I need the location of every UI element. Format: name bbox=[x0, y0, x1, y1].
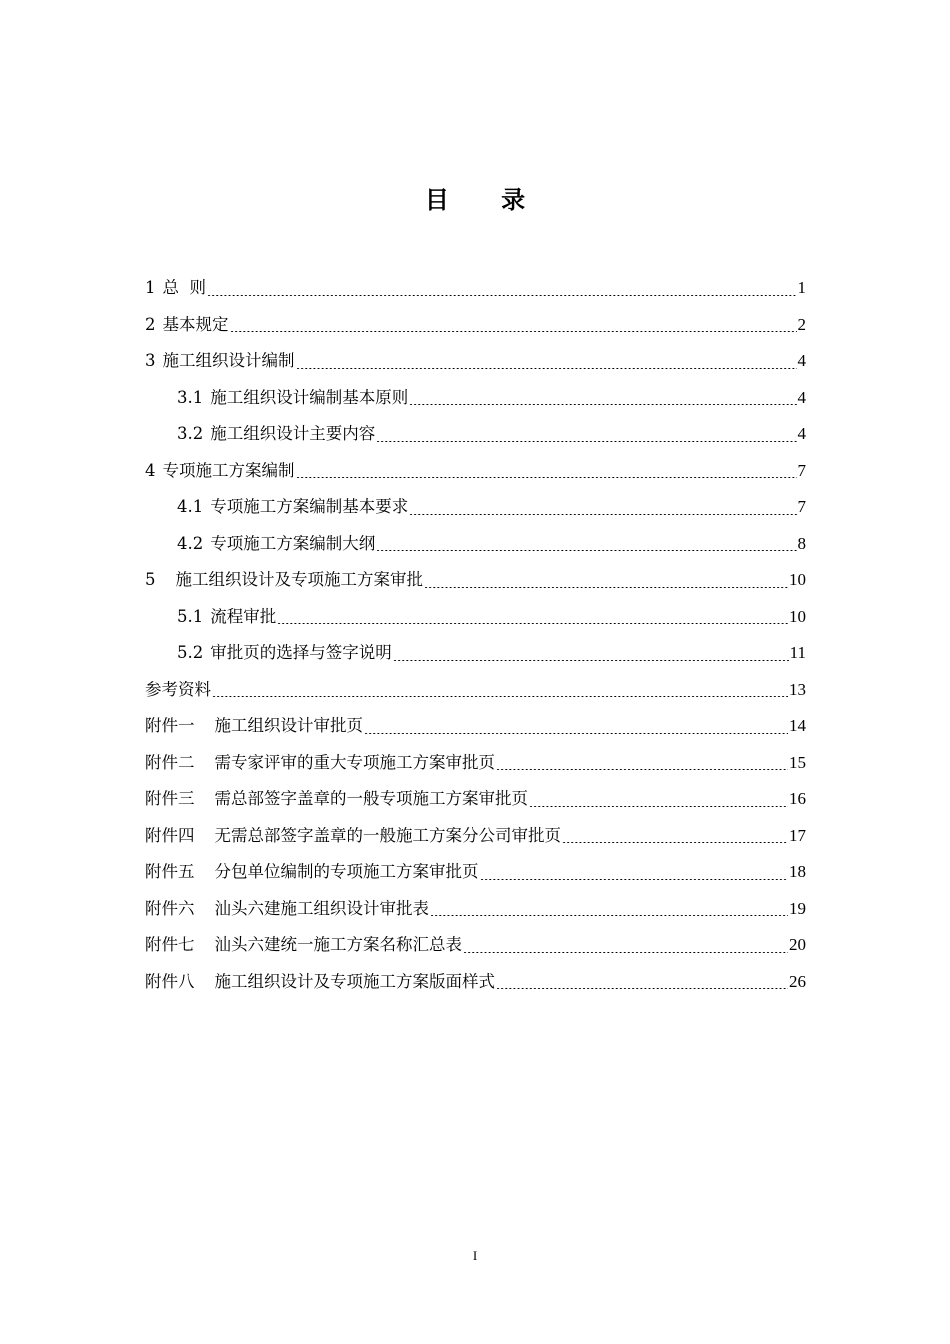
table-of-contents bbox=[145, 270, 806, 1000]
dot-leader bbox=[529, 806, 788, 807]
footer-page-number: I bbox=[472, 1248, 478, 1263]
dot-leader bbox=[393, 660, 789, 661]
toc-entry-references[interactable] bbox=[145, 672, 806, 709]
toc-entry-title: 施工组织设计编制基本原则 bbox=[210, 387, 409, 407]
toc-entry-page: 4 bbox=[797, 351, 806, 370]
dot-leader bbox=[230, 331, 797, 332]
page-title: 目 录 bbox=[424, 186, 548, 214]
toc-entry-number: 3 bbox=[145, 351, 156, 370]
toc-entry-number: 1 bbox=[145, 278, 156, 297]
toc-entry-page: 14 bbox=[789, 716, 806, 735]
toc-entry-title: 需总部签字盖章的一般专项施工方案审批页 bbox=[214, 789, 528, 808]
toc-entry-page: 15 bbox=[789, 752, 806, 772]
toc-entry-number: 4.1 bbox=[177, 497, 204, 516]
toc-entry-number: 5 bbox=[145, 570, 156, 589]
toc-entry-title: 施工组织设计及专项施工方案版面样式 bbox=[214, 971, 495, 991]
toc-entry-page: 13 bbox=[789, 679, 806, 699]
toc-entry-page: 20 bbox=[789, 935, 806, 954]
toc-entry-appendix-3[interactable] bbox=[145, 781, 806, 818]
toc-entry-title: 施工组织设计主要内容 bbox=[210, 424, 376, 443]
toc-entry-page: 17 bbox=[789, 825, 806, 845]
toc-entry-page: 19 bbox=[789, 898, 806, 918]
dot-leader bbox=[409, 514, 796, 515]
toc-entry-title: 无需总部签字盖章的一般施工方案分公司审批页 bbox=[214, 825, 561, 845]
toc-entry-5[interactable] bbox=[145, 562, 806, 599]
toc-entry-page: 8 bbox=[797, 533, 806, 553]
toc-entry-title: 审批页的选择与签字说明 bbox=[210, 643, 392, 662]
toc-entry-page: 1 bbox=[797, 278, 806, 297]
dot-leader bbox=[480, 879, 789, 880]
toc-entry-2[interactable] bbox=[145, 307, 806, 344]
toc-entry-number: 5.1 bbox=[177, 606, 204, 626]
toc-entry-page: 4 bbox=[797, 387, 806, 407]
toc-entry-appendix-2[interactable] bbox=[145, 745, 806, 782]
dot-leader bbox=[376, 441, 796, 442]
toc-entry-page: 4 bbox=[797, 424, 806, 443]
toc-entry-page: 16 bbox=[789, 789, 806, 808]
toc-entry-4-1[interactable] bbox=[145, 489, 806, 526]
toc-entry-number: 附件一 bbox=[145, 716, 195, 735]
dot-leader bbox=[296, 368, 797, 369]
toc-entry-title: 施工组织设计及专项施工方案审批 bbox=[175, 570, 423, 589]
toc-entry-appendix-7[interactable] bbox=[145, 927, 806, 964]
toc-entry-title: 汕头六建施工组织设计审批表 bbox=[214, 898, 429, 918]
dot-leader bbox=[463, 952, 788, 953]
toc-entry-number: 附件六 bbox=[145, 898, 195, 918]
toc-entry-number: 附件五 bbox=[145, 862, 195, 881]
toc-entry-appendix-5[interactable] bbox=[145, 854, 806, 891]
toc-entry-title: 专项施工方案编制大纲 bbox=[210, 533, 376, 553]
toc-entry-appendix-6[interactable] bbox=[145, 891, 806, 928]
dot-leader bbox=[364, 733, 788, 734]
toc-entry-4[interactable] bbox=[145, 453, 806, 490]
toc-entry-5-2[interactable] bbox=[145, 635, 806, 672]
toc-entry-number: 2 bbox=[145, 314, 156, 334]
toc-entry-3[interactable] bbox=[145, 343, 806, 380]
toc-entry-title: 施工组织设计审批页 bbox=[214, 716, 363, 735]
dot-leader bbox=[562, 842, 788, 843]
toc-entry-title: 汕头六建统一施工方案名称汇总表 bbox=[214, 935, 462, 954]
toc-entry-title: 专项施工方案编制基本要求 bbox=[210, 497, 409, 516]
toc-entry-page: 26 bbox=[789, 971, 806, 991]
toc-entry-page: 18 bbox=[789, 862, 806, 881]
toc-entry-number: 4 bbox=[145, 460, 156, 480]
dot-leader bbox=[496, 988, 788, 989]
toc-entry-3-1[interactable] bbox=[145, 380, 806, 417]
toc-entry-appendix-8[interactable] bbox=[145, 964, 806, 1001]
toc-entry-title: 参考资料 bbox=[145, 679, 211, 699]
toc-entry-appendix-1[interactable] bbox=[145, 708, 806, 745]
toc-entry-number: 5.2 bbox=[177, 643, 204, 662]
dot-leader bbox=[376, 550, 796, 551]
toc-entry-appendix-4[interactable] bbox=[145, 818, 806, 855]
toc-entry-title: 施工组织设计编制 bbox=[162, 351, 295, 370]
toc-entry-page: 10 bbox=[789, 606, 806, 626]
toc-entry-page: 2 bbox=[797, 314, 806, 334]
toc-entry-title: 分包单位编制的专项施工方案审批页 bbox=[214, 862, 479, 881]
dot-leader bbox=[277, 623, 788, 624]
toc-entry-number: 附件七 bbox=[145, 935, 195, 954]
dot-leader bbox=[409, 404, 796, 405]
toc-entry-number: 附件四 bbox=[145, 825, 195, 845]
dot-leader bbox=[212, 696, 788, 697]
toc-entry-title: 专项施工方案编制 bbox=[162, 460, 295, 480]
toc-entry-4-2[interactable] bbox=[145, 526, 806, 563]
toc-entry-page: 10 bbox=[789, 570, 806, 589]
toc-entry-number: 附件二 bbox=[145, 752, 195, 772]
toc-entry-1[interactable] bbox=[145, 270, 806, 307]
toc-entry-number: 4.2 bbox=[177, 533, 204, 553]
toc-entry-number: 3.1 bbox=[177, 387, 204, 407]
toc-entry-number: 3.2 bbox=[177, 424, 204, 443]
toc-entry-title: 流程审批 bbox=[210, 606, 277, 626]
dot-leader bbox=[430, 915, 788, 916]
dot-leader bbox=[496, 769, 788, 770]
toc-entry-page: 7 bbox=[797, 460, 806, 480]
toc-entry-page: 11 bbox=[789, 643, 806, 662]
toc-entry-number: 附件八 bbox=[145, 971, 195, 991]
dot-leader bbox=[424, 587, 788, 588]
toc-entry-page: 7 bbox=[797, 497, 806, 516]
dot-leader bbox=[296, 477, 797, 478]
toc-entry-title: 总 则 bbox=[162, 278, 206, 297]
toc-entry-title: 需专家评审的重大专项施工方案审批页 bbox=[214, 752, 495, 772]
dot-leader bbox=[207, 295, 797, 296]
toc-entry-number: 附件三 bbox=[145, 789, 195, 808]
toc-entry-title: 基本规定 bbox=[162, 314, 229, 334]
toc-entry-3-2[interactable] bbox=[145, 416, 806, 453]
toc-entry-5-1[interactable] bbox=[145, 599, 806, 636]
